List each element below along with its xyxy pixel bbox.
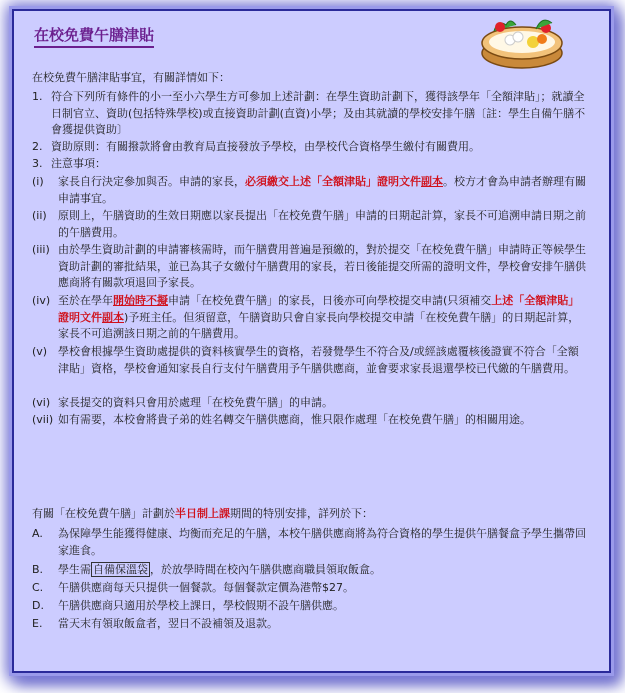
list-item: (iv) 至於在學年開始時不擬申請「在校免費午膳」的家長，日後亦可向學校提交申請(只須補交上述「全額津貼」證明文件副本)予班主任。但須留意，午膳資助只會自家長向學校提交申請「在校免費午膳」的日期起計算，家長不可追溯該日期之前的午膳費用。 <box>32 294 580 341</box>
notice-panel <box>12 9 611 673</box>
list-item: (vi) 家長提交的資料只會用於處理「在校免費午膳」的申請。 <box>32 396 333 409</box>
list-item: C. 午膳供應商每天只提供一個餐款。每個餐款定價為港幣$27。 <box>32 581 354 594</box>
numbered-list <box>14 89 609 173</box>
list-item: A. 為保障學生能獲得健康、均衡而充足的午膳，本校午膳供應商將為符合資格的學生提供午膳餐盒予學生攜帶回家進食。 <box>32 527 586 557</box>
list-item: (vii) 如有需要，本校會將貴子弟的姓名轉交午膳供應商，惟只限作處理「在校免費午膳」的相關用途。 <box>32 413 531 426</box>
section2-heading: 有關「在校免費午膳」計劃於半日制上課期間的特別安排，詳列於下： <box>32 507 373 520</box>
list-item: (v) 學校會根據學生資助處提供的資料核實學生的資格，若發覺學生不符合及/或經該處覆核後證實不符合「全額津貼」資格，學校會通知家長自行支付午膳費用予午膳供應商，並會要求家長退還學校已代繳的午膳費用。 <box>32 345 579 375</box>
list-item: D. 午膳供應商只適用於學校上課日，學校假期不設午膳供應。 <box>32 599 344 612</box>
intro-text: 在校免費午膳津貼事宜，有關詳情如下： <box>32 71 230 84</box>
list-item: (iii) 由於學生資助計劃的申請審核需時，而午膳費用普遍是預繳的，對於提交「在校免費午膳」申請時正等候學生資助計劃的審批結果，並已為其子女繳付午膳費用的家長，若日後能提交所需的證明文件，學校會安排午膳供應商將有關款項退回予家長。 <box>32 243 586 290</box>
list-item: (i) 家長自行決定參加與否。申請的家長，必須繳交上述「全額津貼」證明文件副本。校方才會為申請者辦理有關申請事宜。 <box>32 175 586 205</box>
list-item: 2. 資助原則：有關撥款將會由教育局直接發放予學校，由學校代合資格學生繳付有關費用。 <box>32 140 480 153</box>
lettered-list <box>14 526 609 634</box>
list-item: 3. 注意事項： <box>32 157 106 170</box>
page-title: 在校免費午膳津貼 <box>34 25 154 48</box>
list-item: B. 學生需 自備保溫袋 ，於放學時間在校內午膳供應商職員領取飯盒。 <box>32 563 381 576</box>
notes-list <box>14 174 609 446</box>
lunchbox-icon <box>476 13 566 71</box>
list-item: (ii) 原則上，午膳資助的生效日期應以家長提出「在校免費午膳」申請的日期起計算，家長不可追溯申請日期之前的午膳費用。 <box>32 209 586 239</box>
list-item: E. 當天末有領取飯盒者，翌日不設補領及退款。 <box>32 617 278 630</box>
list-item: 1. 符合下列所有條件的小一至小六學生方可參加上述計劃：在學生資助計劃下，獲得該學年「全額津貼」；就讀全日制官立、資助(包括特殊學校)或直接資助計劃(直資)小學；及由其就讀的學校安排午膳〔註：學生自備午膳不會獲提供資助〕 <box>32 90 586 137</box>
